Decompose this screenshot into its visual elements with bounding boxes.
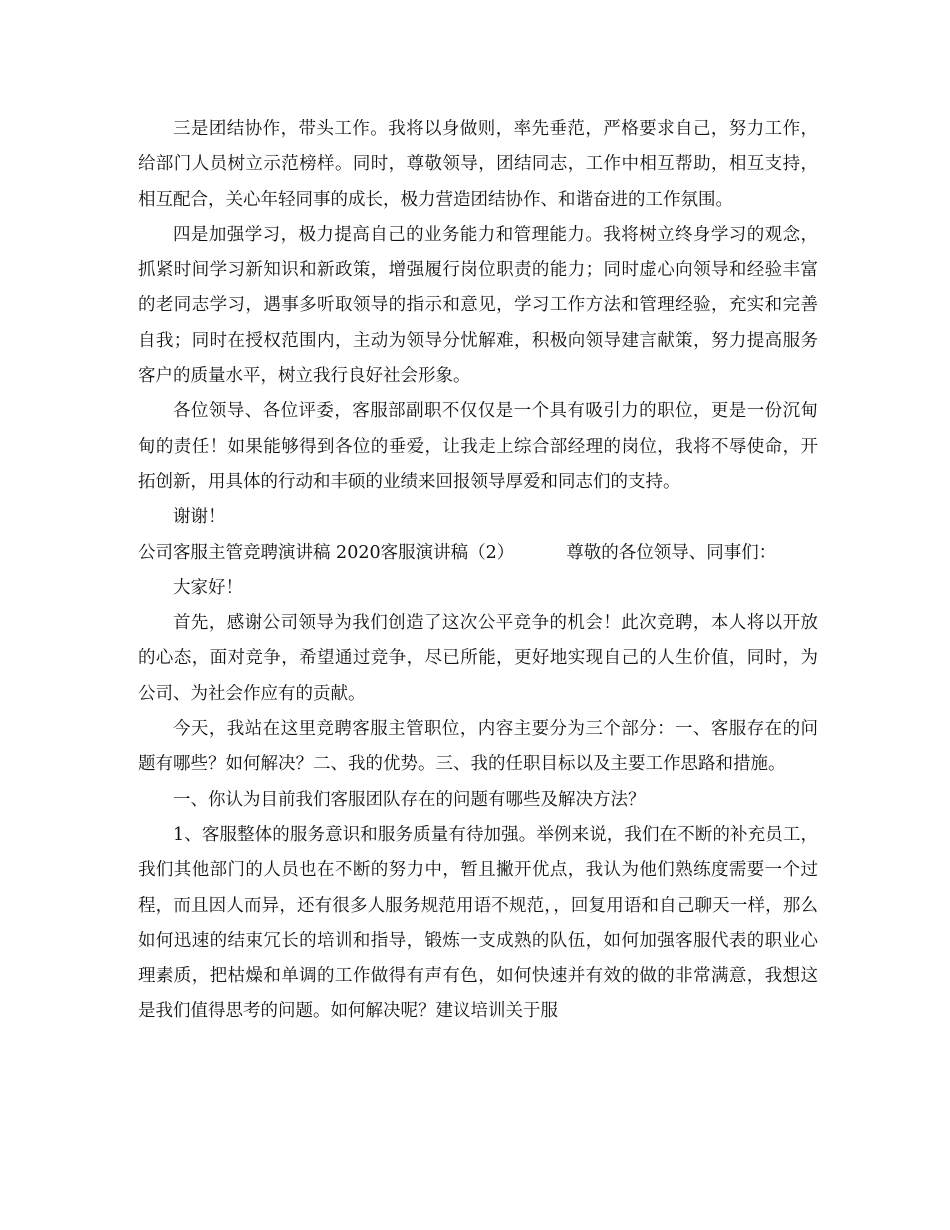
paragraph-thanks: 谢谢！ [173,507,226,528]
paragraph-service-quality: 1、客服整体的服务意识和服务质量有待加强。举例来说，我们在不断的补充员工，我们其他部门的人员也在不断的努力中，暂且撇开优点，我认为他们熟练度需要一个过程，而且因人而异，还有很多人服务规范用语不规范，，回复用语和自己聊天一样，那么如何迅速的结束冗长的培训和指导，锻炼一支成熟的队伍，如何加强客服代表的职业心理素质，把枯燥和单调的工作做得有声有色，如何快速并有效的做的非常满意，我想这是我们值得思考的问题。如何解决呢？建议培训关于服 [138,824,818,1022]
paragraph-teamwork: 三是团结协作，带头工作。我将以身做则，率先垂范，严格要求自己，努力工作，给部门人员树立示范榜样。同时，尊敬领导，团结同志，工作中相互帮助，相互支持，相互配合，关心年轻同事的成长，极力营造团结协作、和谐奋进的工作氛围。 [138,119,818,210]
paragraph-question: 一、你认为目前我们客服团队存在的问题有哪些及解决方法？ [173,789,646,810]
paragraph-closing: 各位领导、各位评委，客服部副职不仅仅是一个具有吸引力的职位，更是一份沉甸甸的责任！如果能够得到各位的垂爱，让我走上综合部经理的岗位，我将不辱使命，开拓创新，用具体的行动和丰硕的业绩来回报领导厚爱和同志们的支持。 [138,401,818,492]
salutation: 尊敬的各位领导、同事们： [566,542,777,563]
paragraph-greeting: 大家好！ [173,577,243,598]
paragraph-intro: 首先，感谢公司领导为我们创造了这次公平竞争的机会！此次竞聘，本人将以开放的心态，面对竞争，希望通过竞争，尽已所能，更好地实现自己的人生价值，同时，为公司、为社会作应有的贡献。 [138,613,818,704]
paragraph-learning: 四是加强学习，极力提高自己的业务能力和管理能力。我将树立终身学习的观念，抓紧时间学习新知识和新政策，增强履行岗位职责的能力；同时虚心向领导和经验丰富的老同志学习，遇事多听取领导的指示和意见，学习工作方法和管理经验，充实和完善自我；同时在授权范围内，主动为领导分忧解难，积极向领导建言献策，努力提高服务客户的质量水平，树立我行良好社会形象。 [138,224,818,387]
section-title-line [138,536,818,571]
document-body [138,112,818,1030]
section-title: 公司客服主管竞聘演讲稿 2020客服演讲稿（2） [138,542,515,563]
paragraph-outline: 今天，我站在这里竞聘客服主管职位，内容主要分为三个部分：一、客服存在的问题有哪些？如何解决？二、我的优势。三、我的任职目标以及主要工作思路和措施。 [138,719,818,775]
